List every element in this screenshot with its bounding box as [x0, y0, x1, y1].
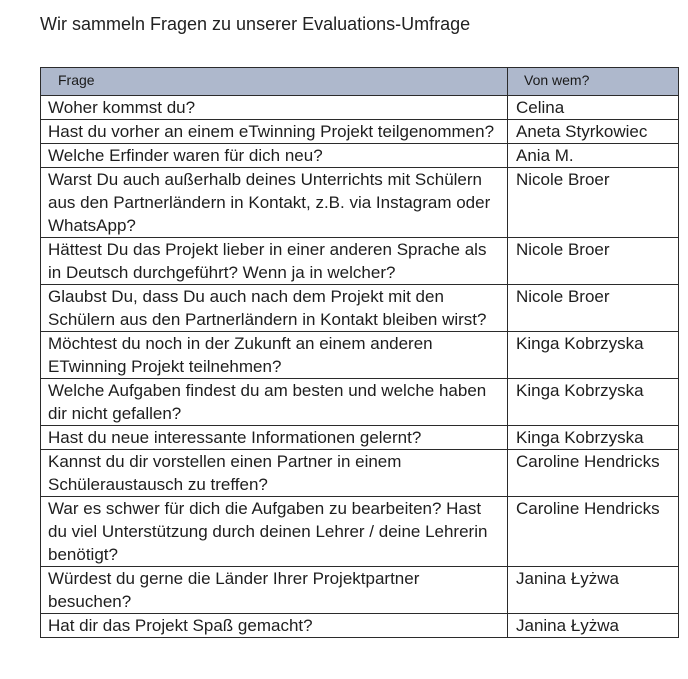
table-row [41, 96, 679, 120]
author-cell: Ania M. [508, 144, 679, 168]
author-cell: Celina [508, 96, 679, 120]
question-cell: War es schwer für dich die Aufgaben zu bearbeiten? Hast du viel Unterstützung durch deinen Lehrer / deine Lehrerin benötigt? [41, 497, 508, 567]
author-cell: Janina Łyżwa [508, 614, 679, 638]
author-cell: Kinga Kobrzyska [508, 379, 679, 426]
table-row [41, 497, 679, 567]
question-cell: Hast du neue interessante Informationen gelernt? [41, 426, 508, 450]
question-cell: Kannst du dir vorstellen einen Partner in einem Schüleraustausch zu treffen? [41, 450, 508, 497]
question-cell: Welche Aufgaben findest du am besten und welche haben dir nicht gefallen? [41, 379, 508, 426]
table-header-row [41, 68, 679, 96]
question-cell: Würdest du gerne die Länder Ihrer Projektpartner besuchen? [41, 567, 508, 614]
author-cell: Nicole Broer [508, 238, 679, 285]
table-row [41, 168, 679, 238]
question-cell: Hat dir das Projekt Spaß gemacht? [41, 614, 508, 638]
question-cell: Glaubst Du, dass Du auch nach dem Projekt mit den Schülern aus den Partnerländern in Kontakt bleiben wirst? [41, 285, 508, 332]
table-row [41, 285, 679, 332]
question-cell: Woher kommst du? [41, 96, 508, 120]
table-row [41, 567, 679, 614]
question-cell: Hast du vorher an einem eTwinning Projekt teilgenommen? [41, 120, 508, 144]
table-row [41, 332, 679, 379]
page-heading: Wir sammeln Fragen zu unserer Evaluations-Umfrage [40, 14, 471, 34]
table-row [41, 614, 679, 638]
author-cell: Nicole Broer [508, 285, 679, 332]
author-cell: Kinga Kobrzyska [508, 332, 679, 379]
author-cell: Caroline Hendricks [508, 497, 679, 567]
author-cell: Aneta Styrkowiec [508, 120, 679, 144]
table-row [41, 120, 679, 144]
questions-table [40, 67, 679, 638]
table-row [41, 144, 679, 168]
table-row [41, 238, 679, 285]
question-cell: Hättest Du das Projekt lieber in einer anderen Sprache als in Deutsch durchgeführt? Wenn ja in welcher? [41, 238, 508, 285]
question-cell: Welche Erfinder waren für dich neu? [41, 144, 508, 168]
author-cell: Janina Łyżwa [508, 567, 679, 614]
table-row [41, 426, 679, 450]
author-cell: Caroline Hendricks [508, 450, 679, 497]
table-row [41, 450, 679, 497]
table-row [41, 379, 679, 426]
author-cell: Nicole Broer [508, 168, 679, 238]
header-who: Von wem? [508, 68, 679, 96]
question-cell: Warst Du auch außerhalb deines Unterrichts mit Schülern aus den Partnerländern in Kontakt, z.B. via Instagram oder WhatsApp? [41, 168, 508, 238]
header-question: Frage [41, 68, 508, 96]
question-cell: Möchtest du noch in der Zukunft an einem anderen ETwinning Projekt teilnehmen? [41, 332, 508, 379]
author-cell: Kinga Kobrzyska [508, 426, 679, 450]
